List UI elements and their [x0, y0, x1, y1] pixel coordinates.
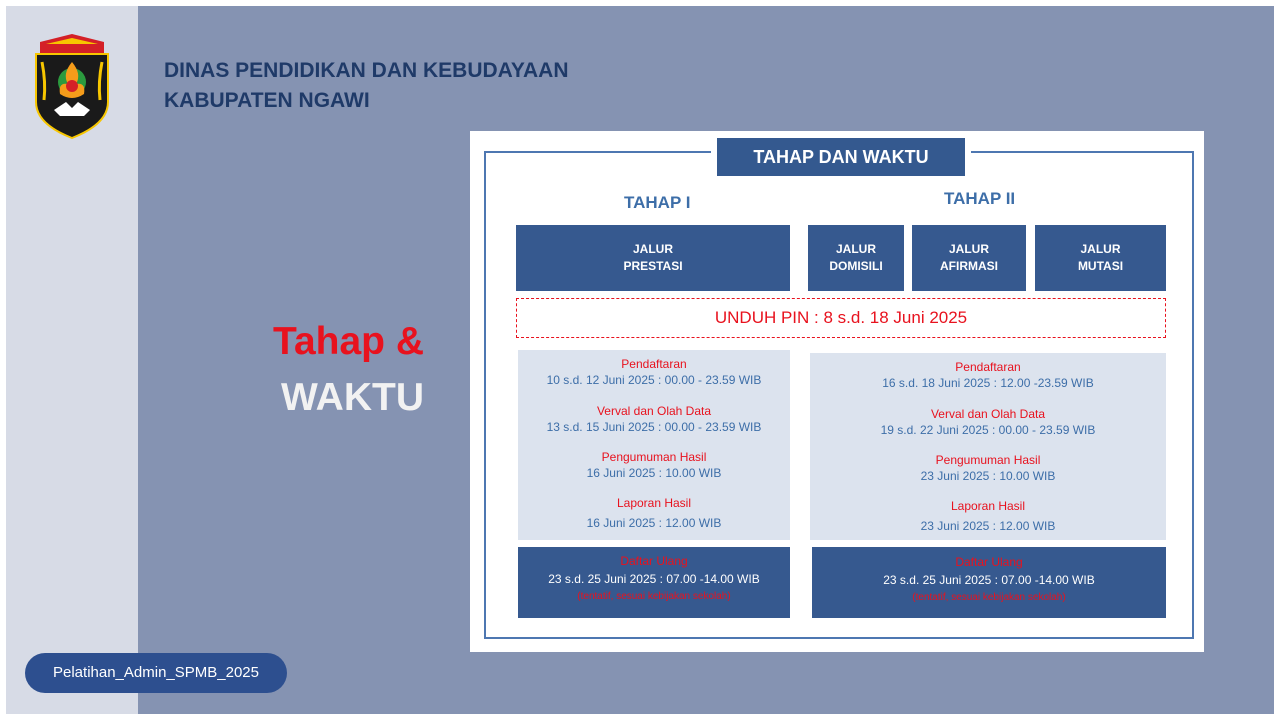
- org-line-1: DINAS PENDIDIKAN DAN KEBUDAYAAN: [164, 59, 569, 82]
- daftar-ulang-value: 23 s.d. 25 Juni 2025 : 07.00 -14.00 WIB: [883, 573, 1095, 587]
- jalur-prestasi-line1: JALUR: [632, 242, 673, 256]
- schedule-label: Pendaftaran: [955, 360, 1021, 374]
- schedule-label: Laporan Hasil: [616, 496, 692, 510]
- schedule-panel: [470, 131, 1204, 652]
- title-line-2: WAKTU: [281, 376, 424, 419]
- schedule-item: [810, 359, 1166, 391]
- unduh-pin-banner: UNDUH PIN : 8 s.d. 18 Juni 2025: [516, 298, 1166, 338]
- ngawi-emblem-icon: [32, 32, 112, 140]
- jalur-domisili-line2: DOMISILI: [829, 259, 883, 273]
- footer-badge: Pelatihan_Admin_SPMB_2025: [25, 653, 287, 693]
- schedule-item: [518, 356, 790, 388]
- organization-name: [164, 56, 569, 116]
- schedule-label: Verval dan Olah Data: [596, 404, 712, 418]
- title-line-1: Tahap &: [273, 320, 424, 363]
- schedule-value: 23 Juni 2025 : 12.00 WIB: [920, 519, 1056, 533]
- schedule-label: Laporan Hasil: [950, 499, 1026, 513]
- schedule-value: 13 s.d. 15 Juni 2025 : 00.00 - 23.59 WIB: [546, 420, 762, 434]
- jalur-afirmasi: [912, 225, 1026, 291]
- org-line-2: KABUPATEN NGAWI: [164, 89, 370, 112]
- schedule-item: [518, 449, 790, 481]
- tahap1-label: TAHAP I: [624, 193, 691, 212]
- schedule-value: 23 Juni 2025 : 10.00 WIB: [920, 469, 1056, 483]
- tahap2-schedule: [810, 353, 1166, 540]
- schedule-label: Pengumuman Hasil: [935, 453, 1041, 467]
- schedule-value: 16 Juni 2025 : 12.00 WIB: [586, 516, 722, 530]
- tahap2-daftar-ulang: [812, 547, 1166, 618]
- jalur-prestasi-line2: PRESTASI: [623, 259, 683, 273]
- jalur-domisili-line1: JALUR: [835, 242, 876, 256]
- schedule-value: 16 Juni 2025 : 10.00 WIB: [586, 466, 722, 480]
- slide: [6, 6, 1274, 714]
- schedule-item: [518, 403, 790, 435]
- daftar-ulang-label: Daftar Ulang: [955, 555, 1023, 569]
- jalur-mutasi: [1035, 225, 1166, 291]
- schedule-item: [810, 498, 1166, 534]
- slide-title: [156, 314, 424, 426]
- daftar-ulang-note: (tentatif, sesuai kebijakan sekolah): [912, 592, 1066, 603]
- jalur-domisili: [808, 225, 904, 291]
- schedule-label: Verval dan Olah Data: [930, 407, 1046, 421]
- jalur-mutasi-line1: JALUR: [1080, 242, 1121, 256]
- schedule-value: 10 s.d. 12 Juni 2025 : 00.00 - 23.59 WIB: [546, 373, 762, 387]
- tahap2-label: TAHAP II: [944, 189, 1016, 208]
- daftar-ulang-label: Daftar Ulang: [620, 554, 688, 568]
- schedule-item: [518, 495, 790, 531]
- jalur-mutasi-line2: MUTASI: [1077, 259, 1124, 273]
- schedule-value: 19 s.d. 22 Juni 2025 : 00.00 - 23.59 WIB: [880, 423, 1096, 437]
- schedule-label: Pendaftaran: [621, 357, 687, 371]
- daftar-ulang-note: (tentatif, sesuai kebijakan sekolah): [577, 591, 731, 602]
- jalur-afirmasi-line1: JALUR: [948, 242, 989, 256]
- tahap1-daftar-ulang: [518, 547, 790, 618]
- panel-title: TAHAP DAN WAKTU: [711, 138, 971, 176]
- tahap1-schedule: [518, 350, 790, 540]
- schedule-label: Pengumuman Hasil: [601, 450, 707, 464]
- schedule-item: [810, 452, 1166, 484]
- daftar-ulang-value: 23 s.d. 25 Juni 2025 : 07.00 -14.00 WIB: [548, 572, 760, 586]
- jalur-afirmasi-line2: AFIRMASI: [940, 259, 998, 273]
- schedule-value: 16 s.d. 18 Juni 2025 : 12.00 -23.59 WIB: [882, 376, 1094, 390]
- jalur-prestasi: [516, 225, 790, 291]
- schedule-item: [810, 406, 1166, 438]
